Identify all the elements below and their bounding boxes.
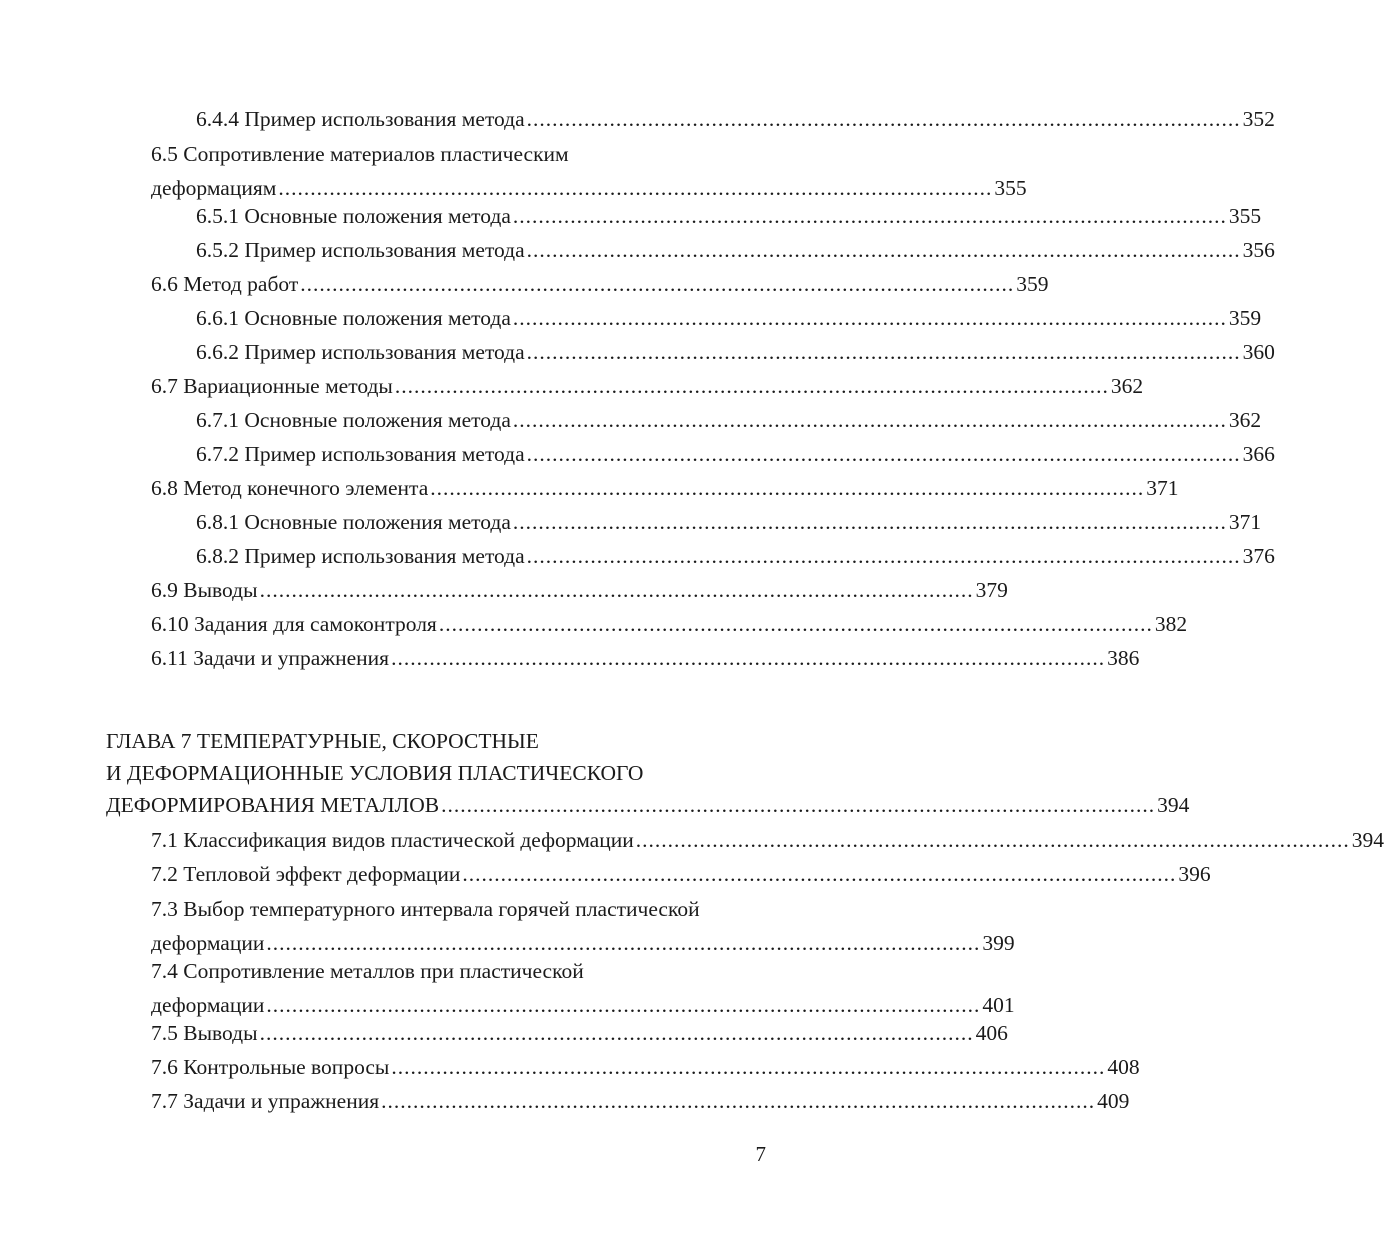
toc-entry-title: 6.5.2 Пример использования метода: [196, 238, 525, 262]
toc-entry-page: 371: [1146, 476, 1179, 500]
toc-entry-page: 399: [982, 931, 1015, 955]
toc-entry-title: 7.1 Классификация видов пластической деформации: [151, 828, 634, 852]
toc-entry-title: 6.9 Выводы: [151, 578, 258, 602]
toc-leader-dots: ................................................................................................................: [526, 340, 1241, 364]
chapter-title-line2: И ДЕФОРМАЦИОННЫЕ УСЛОВИЯ ПЛАСТИЧЕСКОГО: [106, 761, 644, 785]
toc-entry-title: 6.7.1 Основные положения метода: [196, 408, 511, 432]
toc-leader-dots: ................................................................................................................: [266, 931, 981, 955]
page-number: 7: [755, 1142, 766, 1166]
toc-entry-title: 7.2 Тепловой эффект деформации: [151, 862, 461, 886]
toc-entry: [196, 505, 1262, 539]
toc-entry: [151, 1050, 1140, 1084]
toc-entry-title: 6.5.1 Основные положения метода: [196, 204, 511, 228]
toc-entry-title: 7.5 Выводы: [151, 1021, 258, 1045]
toc-entry: [151, 137, 1027, 205]
toc-entry-page: 406: [975, 1021, 1008, 1045]
toc-entry: [151, 369, 1144, 403]
toc-entry-page: 356: [1242, 238, 1275, 262]
toc-entry-page: 394: [1157, 793, 1190, 817]
toc-leader-dots: ................................................................................................................: [526, 107, 1241, 131]
toc-entry-page: 355: [994, 176, 1027, 200]
toc-entry: [151, 1016, 1008, 1050]
toc-entry-page: 408: [1107, 1055, 1140, 1079]
toc-entry-page: 371: [1228, 510, 1262, 534]
toc-entry-page: 409: [1097, 1089, 1130, 1113]
chapter-title-line1: ГЛАВА 7 ТЕМПЕРАТУРНЫЕ, СКОРОСТНЫЕ: [106, 729, 539, 753]
toc-entry-title-line1: 7.4 Сопротивление металлов при пластической: [151, 959, 584, 983]
toc-entry: [196, 233, 1275, 267]
toc-entry-title: 6.6.1 Основные положения метода: [196, 306, 511, 330]
toc-entry-title-line1: 6.5 Сопротивление материалов пластическим: [151, 142, 569, 166]
toc-leader-dots: ................................................................................................................: [300, 272, 1015, 296]
chapter-heading: [106, 725, 1190, 821]
toc-leader-dots: ................................................................................................................: [259, 578, 974, 602]
toc-entry: [196, 335, 1275, 369]
toc-leader-dots: ................................................................................................................: [381, 1089, 1096, 1113]
toc-entry-page: 394: [1351, 828, 1384, 852]
toc-leader-dots: ................................................................................................................: [526, 442, 1241, 466]
toc-entry-page: 382: [1154, 612, 1188, 636]
toc-entry-title: 6.6 Метод работ: [151, 272, 299, 296]
toc-entry-page: 366: [1242, 442, 1275, 466]
toc-entry: [196, 301, 1262, 335]
toc-entry: [151, 267, 1049, 301]
toc-entry-page: 362: [1228, 408, 1262, 432]
toc-entry-title: 6.6.2 Пример использования метода: [196, 340, 525, 364]
toc-entry-page: 359: [1228, 306, 1262, 330]
toc-entry: [151, 954, 1015, 1022]
toc-entry-title: 7.7 Задачи и упражнения: [151, 1089, 380, 1113]
toc-entry-title: 7.6 Контрольные вопросы: [151, 1055, 390, 1079]
toc-entry-title: 6.10 Задания для самоконтроля: [151, 612, 437, 636]
toc-leader-dots: ................................................................................................................: [512, 204, 1227, 228]
toc-entry: [151, 607, 1188, 641]
toc-leader-dots: ................................................................................................................: [441, 793, 1156, 817]
toc-leader-dots: ................................................................................................................: [438, 612, 1153, 636]
toc-entry: [196, 199, 1262, 233]
toc-entry: [151, 823, 1384, 857]
toc-entry-page: 360: [1242, 340, 1275, 364]
toc-entry-title: деформациям: [151, 176, 277, 200]
toc-leader-dots: ................................................................................................................: [391, 1055, 1106, 1079]
chapter-title-line3: ДЕФОРМИРОВАНИЯ МЕТАЛЛОВ: [106, 793, 440, 817]
toc-entry: [196, 403, 1262, 437]
toc-leader-dots: ................................................................................................................: [266, 993, 981, 1017]
toc-entry: [151, 641, 1140, 675]
toc-entry: [151, 1084, 1130, 1118]
toc-leader-dots: ................................................................................................................: [512, 510, 1227, 534]
toc-entry-title: 6.7 Вариационные методы: [151, 374, 393, 398]
toc-entry-title: 6.8.2 Пример использования метода: [196, 544, 525, 568]
toc-entry-title: 6.4.4 Пример использования метода: [196, 107, 525, 131]
toc-leader-dots: ................................................................................................................: [526, 238, 1241, 262]
toc-entry-title: 6.7.2 Пример использования метода: [196, 442, 525, 466]
toc-entry-page: 362: [1110, 374, 1144, 398]
toc-entry: [196, 437, 1275, 471]
toc-leader-dots: ................................................................................................................: [259, 1021, 974, 1045]
toc-leader-dots: ................................................................................................................: [394, 374, 1109, 398]
toc-entry-title: 6.11 Задачи и упражнения: [151, 646, 390, 670]
toc-leader-dots: ................................................................................................................: [512, 408, 1227, 432]
toc-entry: [151, 471, 1179, 505]
toc-entry: [196, 102, 1275, 136]
toc-entry: [151, 892, 1015, 960]
toc-entry-page: 355: [1228, 204, 1262, 228]
toc-entry-page: 359: [1016, 272, 1049, 296]
toc-entry-title: 6.8 Метод конечного элемента: [151, 476, 429, 500]
toc-entry-page: 376: [1242, 544, 1275, 568]
toc-entry-page: 379: [975, 578, 1008, 602]
toc-entry-title: деформации: [151, 931, 265, 955]
toc-entry: [151, 573, 1008, 607]
toc-entry: [151, 857, 1211, 891]
toc-entry: [196, 539, 1275, 573]
toc-entry-page: 352: [1242, 107, 1275, 131]
toc-leader-dots: ................................................................................................................: [512, 306, 1227, 330]
toc-entry-page: 386: [1107, 646, 1140, 670]
toc-leader-dots: ................................................................................................................: [278, 176, 993, 200]
toc-entry-title: деформации: [151, 993, 265, 1017]
toc-leader-dots: ................................................................................................................: [430, 476, 1145, 500]
toc-leader-dots: ................................................................................................................: [462, 862, 1177, 886]
toc-leader-dots: ................................................................................................................: [635, 828, 1350, 852]
toc-entry-page: 396: [1178, 862, 1211, 886]
toc-entry-page: 401: [982, 993, 1015, 1017]
toc-entry-title: 6.8.1 Основные положения метода: [196, 510, 511, 534]
toc-entry-title-line1: 7.3 Выбор температурного интервала горячей пластической: [151, 897, 700, 921]
toc-leader-dots: ................................................................................................................: [391, 646, 1106, 670]
toc-leader-dots: ................................................................................................................: [526, 544, 1241, 568]
